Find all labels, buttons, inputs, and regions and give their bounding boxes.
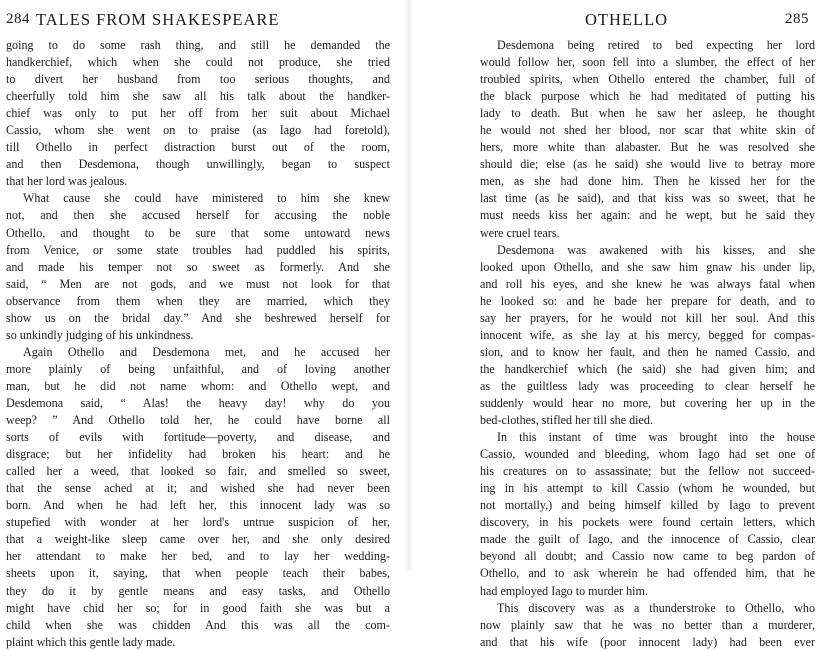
- text-line: innocent wife, as she lay at his mercy, begged for compas-: [480, 327, 815, 342]
- text-line: observance from them when they are married, which they: [6, 293, 390, 308]
- text-line: child when she was chidden And this was all the com-: [6, 617, 390, 632]
- text-line: and roll his eyes, and she knew he was always fatal when: [480, 276, 815, 291]
- text-line: that the sense ached at it; and wished she had never been: [6, 481, 390, 496]
- text-line: suddenly would hear no more, but covering her up in the: [480, 395, 815, 410]
- left-page-text: [6, 37, 390, 651]
- text-line: Desdemona being retired to bed expecting her lord: [497, 38, 815, 52]
- text-line: he would not shed her blood, nor scar that white skin of: [480, 123, 815, 138]
- text-line: show us on the bridal day.” And she beshrewed herself for: [6, 310, 390, 325]
- text-line: more plainly of being unfaithful, and of loving another: [6, 361, 390, 376]
- text-line: Desdemona said, “ Alas! the heavy day! why do you: [6, 395, 390, 410]
- text-line: handkerchief, which when she could not produce, she tried: [6, 55, 390, 70]
- text-line: as the guiltless lady was proceeding to clear herself he: [480, 378, 815, 393]
- text-line: Desdemona was awakened with his kisses, and she: [497, 242, 815, 257]
- text-line: lady to death. But when he saw her asleep, he thought: [480, 106, 815, 121]
- text-line: made the guilt of Iago, and the innocence of Cassio, clear: [480, 532, 815, 547]
- text-line: till Othello in perfect distraction burst out of the room,: [6, 140, 390, 155]
- text-line: sion, and to know her fault, and then he named Cassio, and: [480, 344, 815, 359]
- book-gutter: [404, 0, 414, 571]
- text-line: weep? ” And Othello told her, he could have borne all: [6, 413, 390, 428]
- text-line: man, but he did not name whom: and Othello wept, and: [6, 378, 390, 393]
- text-line: and that his wife (poor innocent lady) had been ever: [480, 634, 815, 649]
- text-line: he looked so: and he bade her prepare for death, and to: [480, 293, 815, 308]
- text-line: were cruel tears.: [480, 225, 560, 240]
- text-line: troubled spirits, when Othello entered the chamber, full of: [480, 72, 815, 87]
- text-line: and then Desdemona, though unwillingly, began to suspect: [6, 157, 390, 172]
- right-running-title: OTHELLO: [585, 10, 669, 29]
- text-line: bed-clothes, stifled her till she died.: [480, 413, 653, 428]
- text-line: had employed Iago to murder him.: [480, 583, 648, 598]
- text-line: Cassio, whom she went on to praise (as Iago had foretold),: [6, 123, 390, 138]
- text-line: cheerfully told him she saw all his talk about the handker-: [6, 89, 390, 104]
- text-line: Othello, and to ask wherein he had offended him, that he: [480, 566, 815, 581]
- text-line: Again Othello and Desdemona met, and he accused her: [23, 344, 390, 359]
- left-page-number: 284: [6, 11, 30, 27]
- text-line: so unkindly judging of his unkindness.: [6, 327, 194, 342]
- text-line: not, and then she accused herself for accusing the noble: [6, 208, 390, 223]
- right-page-number: 285: [785, 11, 809, 27]
- right-page: [420, 0, 819, 649]
- text-line: that a weight-like sleep came over her, and she only desired: [6, 532, 390, 547]
- text-line: should die; else (as he said) she would live to betray more: [480, 157, 815, 172]
- text-line: Othello, and thought to be sure that some untoward news: [6, 225, 390, 240]
- text-line: last time (as he said), and that kiss was so sweet, that he: [480, 191, 815, 206]
- text-line: his creatures on to assassinate; but the fellow not succeed-: [480, 464, 815, 479]
- text-line: What cause she could have ministered to him she knew: [23, 191, 390, 206]
- text-line: In this instant of time was brought into the house: [497, 430, 815, 445]
- left-running-title: TALES FROM SHAKESPEARE: [36, 10, 280, 29]
- left-page-header: [6, 9, 392, 31]
- text-line: hers, more white than alabaster. But he was resolved she: [480, 140, 815, 155]
- right-page-header: [420, 9, 819, 31]
- text-line: ing in his attempt to kill Cassio (whom he wounded, but: [480, 481, 815, 496]
- text-line: the black purpose which he had meditated of putting his: [480, 89, 815, 104]
- text-line: from Venice, or some state troubles had puddled his spirits,: [6, 242, 390, 257]
- left-page: [0, 0, 392, 649]
- text-line: must needs kiss her again: and he wept, but he said they: [480, 208, 815, 223]
- text-line: called her a weed, that looked so fair, and smelled so sweet,: [6, 464, 390, 479]
- text-line: This discovery was as a thunderstroke to Othello, who: [497, 600, 815, 615]
- text-line: born. And when he had left her, this innocent lady was so: [6, 498, 390, 513]
- text-line: say her prayers, for he would not kill her soul. And this: [480, 310, 815, 325]
- text-line: and made his temper not so sweet as formerly. And she: [6, 259, 390, 274]
- right-page-text: [480, 37, 815, 651]
- text-line: beyond all doubt; and Cassio now came to beg pardon of: [480, 549, 815, 564]
- text-line: disgrace; but her infidelity had broken his heart: and he: [6, 447, 390, 462]
- text-line: the handkerchief which (he said) she had given him; and: [480, 361, 815, 376]
- text-line: Cassio, wounded and bleeding, whom Iago had set one of: [480, 447, 815, 462]
- text-line: said, “ Men are not gods, and we must not look for that: [6, 276, 390, 291]
- text-line: to divert her husband from too serious thoughts, and: [6, 72, 390, 87]
- text-line: looked upon Othello, and she saw him gnaw his under lip,: [480, 259, 815, 274]
- text-line: going to do some rash thing, and still he demanded the: [6, 38, 390, 52]
- text-line: would follow her, soon fell into a slumber, the effect of her: [480, 55, 815, 70]
- text-line: not mortally,) and being himself killed by Iago to prevent: [480, 498, 815, 513]
- text-line: plaint which this gentle lady made.: [6, 634, 176, 649]
- text-line: that her lord was jealous.: [6, 174, 128, 189]
- text-line: they do it by gentle means and easy tasks, and Othello: [6, 583, 390, 598]
- text-line: sorts of evils with fortitude—poverty, and disease, and: [6, 430, 390, 445]
- text-line: her attendant to make her bed, and to lay her wedding-: [6, 549, 390, 564]
- text-line: stupefied with wonder at her lord's untrue suspicion of her,: [6, 515, 390, 530]
- text-line: discovery, in his pockets were found certain letters, which: [480, 515, 815, 530]
- text-line: sheets upon it, saying, that when people teach their babes,: [6, 566, 390, 581]
- text-line: chief was only to put her off from her suit about Michael: [6, 106, 390, 121]
- text-line: men, as she had done him. Then he kissed her for the: [480, 174, 815, 189]
- text-line: might have chid her so; for in good faith she was but a: [6, 600, 390, 615]
- text-line: now plainly saw that he was no better than a murderer,: [480, 617, 815, 632]
